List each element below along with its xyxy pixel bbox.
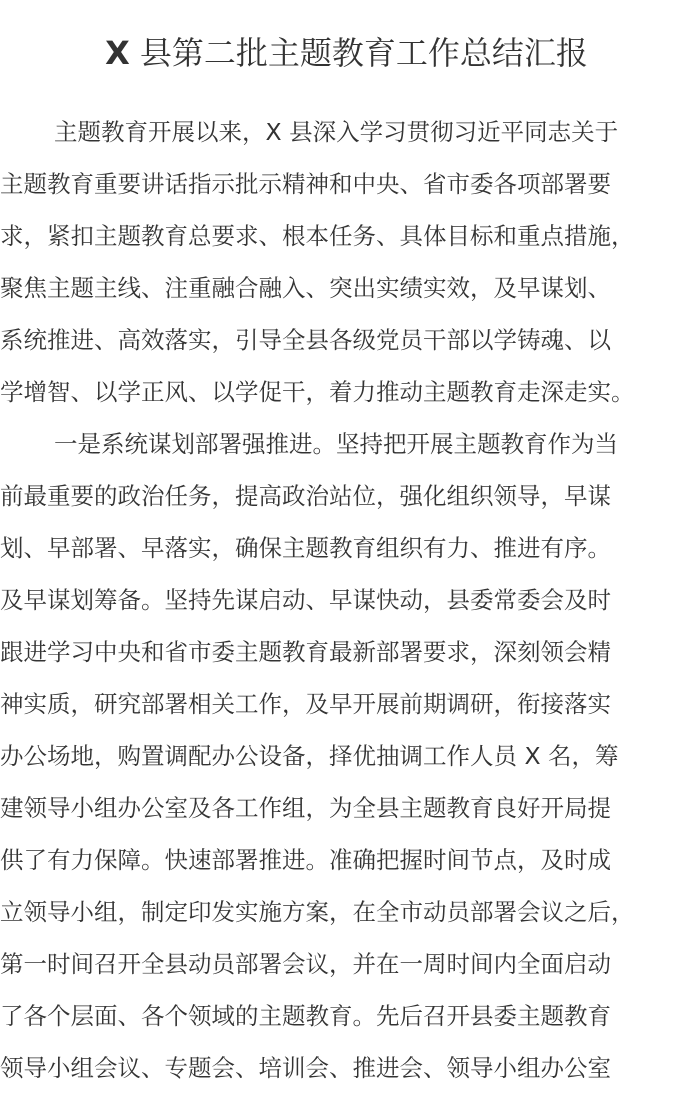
paragraph-line: 主题教育开展以来，X 县深入学习贯彻习近平同志关于	[54, 118, 619, 146]
paragraph-line: 供了有力保障。快速部署推进。准确把握时间节点，及时成	[0, 846, 611, 874]
paragraph-line: 前最重要的政治任务，提高政治站位，强化组织领导，早谋	[0, 482, 611, 510]
paragraph-line: 办公场地，购置调配办公设备，择优抽调工作人员 X 名，筹	[0, 742, 619, 770]
paragraph-line: 第一时间召开全县动员部署会议，并在一周时间内全面启动	[0, 950, 611, 978]
paragraph-line: 学增智、以学正风、以学促干，着力推动主题教育走深走实。	[0, 378, 635, 406]
paragraph-line: 领导小组会议、专题会、培训会、推进会、领导小组办公室	[0, 1054, 611, 1082]
paragraph-line: 划、早部署、早落实，确保主题教育组织有力、推进有序。	[0, 534, 611, 562]
paragraph-line: 立领导小组，制定印发实施方案，在全市动员部署会议之后，	[0, 898, 635, 926]
title-x-letter: X	[105, 34, 130, 72]
paragraph-line: 了各个层面、各个领域的主题教育。先后召开县委主题教育	[0, 1002, 611, 1030]
paragraph-line: 主题教育重要讲话指示批示精神和中央、省市委各项部署要	[0, 170, 611, 198]
paragraph-line: 聚焦主题主线、注重融合融入、突出实绩实效，及早谋划、	[0, 274, 611, 302]
paragraph-line: 建领导小组办公室及各工作组，为全县主题教育良好开局提	[0, 794, 611, 822]
paragraph-line: 求，紧扣主题教育总要求、根本任务、具体目标和重点措施，	[0, 222, 635, 250]
paragraph-line: 系统推进、高效落实，引导全县各级党员干部以学铸魂、以	[0, 326, 611, 354]
paragraph-line: 及早谋划筹备。坚持先谋启动、早谋快动，县委常委会及时	[0, 586, 611, 614]
paragraph-line: 一是系统谋划部署强推进。坚持把开展主题教育作为当	[54, 430, 618, 458]
paragraph-line: 跟进学习中央和省市委主题教育最新部署要求，深刻领会精	[0, 638, 611, 666]
document-body	[0, 106, 693, 1094]
paragraph-line: 神实质，研究部署相关工作，及早开展前期调研，衔接落实	[0, 690, 611, 718]
title-text: 县第二批主题教育工作总结汇报	[129, 34, 588, 72]
document-title	[0, 26, 693, 80]
